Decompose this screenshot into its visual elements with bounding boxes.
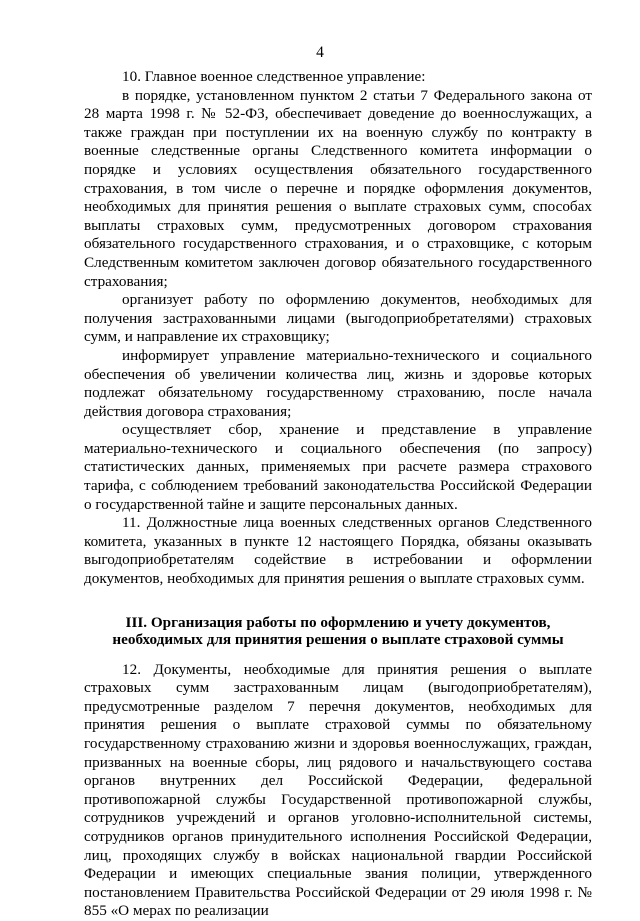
paragraph-10-notifying: информирует управление материально-технического и социального обеспечения об увеличении количества лиц, жизнь и здоровье которых подлежат обязательному государственному страхованию, после начала действия договора страхования;: [84, 346, 592, 420]
paragraph-12: 12. Документы, необходимые для принятия решения о выплате страховых сумм застрахованным лицам (выгодоприобретателям), предусмотренные разделом 7 перечня документов, необходимых для принятия решения о выплате страховой суммы по обязательному государственному страхованию жизни и здоровья военнослужащих, граждан, призванных на военные сборы, лиц рядового и начальствующего состава органов внутренних дел Российской Федерации, федеральной противопожарной службы Государственной противопожарной службы, сотрудников учреждений и органов уголовно-исполнительной системы, сотрудников органов принудительного исполнения Российской Федерации, лиц, проходящих службу в войсках национальной гвардии Российской Федерации и имеющих специальные звания полиции, утвержденного постановлением Правительства Российской Федерации от 29 июля 1998 г. № 855 «О мерах по реализации: [84, 660, 592, 920]
paragraph-10-intro: 10. Главное военное следственное управление:: [122, 68, 426, 85]
section-heading: [84, 614, 592, 648]
paragraph-10-informing: в порядке, установленном пунктом 2 статьи 7 Федерального закона от 28 марта 1998 г. № 52-ФЗ, обеспечивает доведение до военнослужащих, а также граждан при поступлении их на военную службу по контракту в военные следственные органы Следственного комитета информации о порядке и условиях осуществления обязательного государственного страхования, в том числе о перечне и порядке оформления документов, необходимых для принятия решения о выплате страховых сумм, способах выплаты страховых сумм, предусмотренных договором страхования обязательного государственного страхования, и о страховщике, с которым Следственным комитетом заключен договор обязательного государственного страхования;: [84, 86, 592, 290]
paragraph-11: 11. Должностные лица военных следственных органов Следственного комитета, указанных в пункте 12 настоящего Порядка, обязаны оказывать выгодоприобретателям содействие в истребовании и оформлении документов, необходимых для принятия решения о выплате страховых сумм.: [84, 514, 592, 588]
paragraph-10-organizing: организует работу по оформлению документов, необходимых для получения застрахованными лицами (выгодоприобретателями) страховых сумм, и направление их страховщику;: [84, 291, 592, 346]
section-heading-line-2: необходимых для принятия решения о выплате страховой суммы: [112, 630, 564, 648]
paragraph-10-statistics: осуществляет сбор, хранение и представление в управление материально-технического и социального обеспечения (по запросу) статистических данных, применяемых при расчете размера страхового тарифа, с соблюдением требований законодательства Российской Федерации о государственной тайне и защите персональных данных.: [84, 421, 592, 513]
section-heading-line-1: III. Организация работы по оформлению и учету документов,: [125, 613, 551, 631]
page-number: 4: [316, 44, 324, 61]
document-body: [84, 68, 592, 921]
